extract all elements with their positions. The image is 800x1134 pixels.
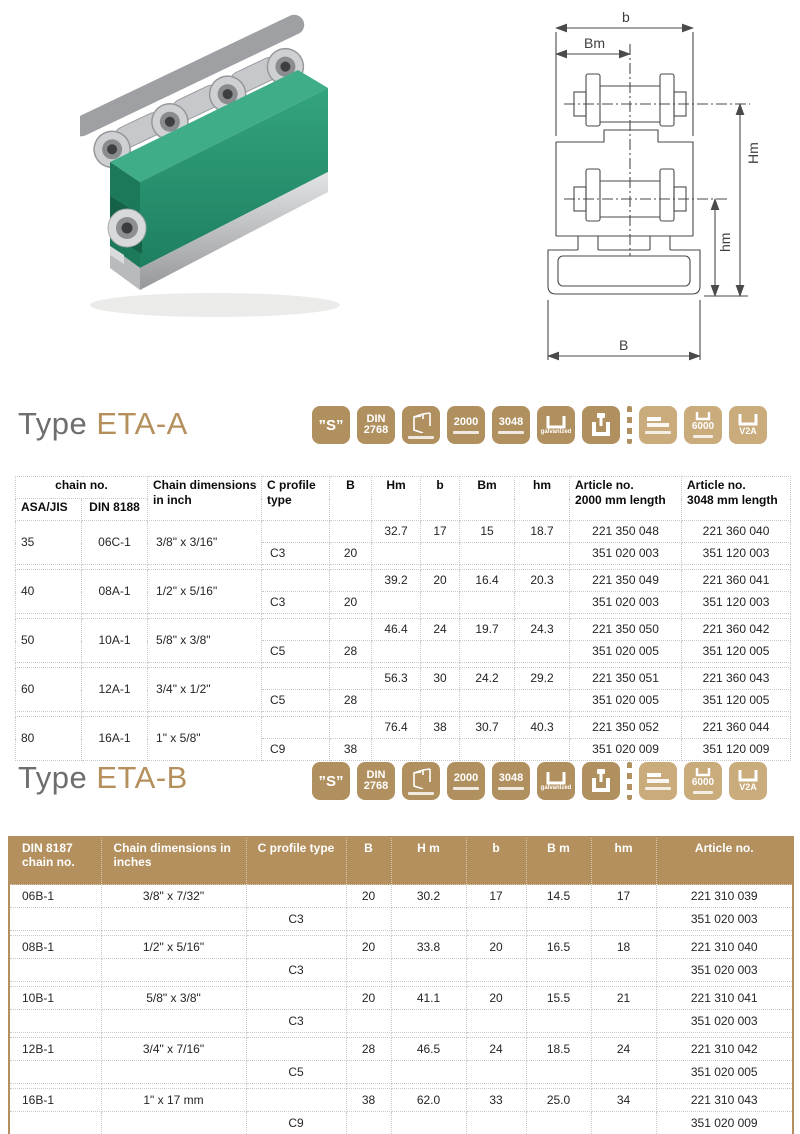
dim-label-bm: Bm <box>584 35 605 51</box>
eta-b-table <box>8 836 794 1134</box>
title-name: ETA-A <box>96 406 188 441</box>
cell-blank <box>9 1010 101 1033</box>
header-article-3048 <box>682 477 791 521</box>
cell-hm: 24.3 <box>515 619 570 641</box>
header-article-2000-sub: 2000 mm length <box>575 493 666 507</box>
cell-blank <box>421 690 460 712</box>
length-6000-icon: 6000 <box>684 762 722 800</box>
v2a-stainless-icon: V2A <box>729 762 767 800</box>
chain-guide-photo-illustration <box>80 0 360 330</box>
cell-hm: 18 <box>591 936 656 959</box>
cell-B: 28 <box>346 1038 391 1061</box>
cell-article-2000-cprofile: 351 020 005 <box>570 690 682 712</box>
cell-blank <box>246 1089 346 1112</box>
cell-b: 24 <box>421 619 460 641</box>
table-row <box>9 987 793 1010</box>
eta-a-table-wrapper <box>15 476 791 761</box>
title-name: ETA-B <box>96 760 188 795</box>
table-row <box>9 959 793 982</box>
header-chain-dimensions <box>101 837 246 885</box>
cell-article-3048-cprofile: 351 120 009 <box>682 739 791 761</box>
cell-blank <box>330 717 372 739</box>
length-3048-icon: 3048 <box>492 406 530 444</box>
icon-row-eta-b <box>312 762 798 800</box>
cell-chain-dimensions: 3/8" x 7/32" <box>101 885 246 908</box>
cell-hm: 20.3 <box>515 570 570 592</box>
header-chain-dimensions: Chain dimensions in inch <box>148 477 262 521</box>
cell-article-3048-cprofile: 351 120 005 <box>682 641 791 663</box>
cell-c-profile: C5 <box>262 641 330 663</box>
cell-article: 221 310 042 <box>656 1038 793 1061</box>
cell-article-3048-cprofile: 351 120 003 <box>682 543 791 565</box>
icon-group-divider <box>627 762 632 800</box>
cell-Bm: 25.0 <box>526 1089 591 1112</box>
cell-Bm: 24.2 <box>460 668 515 690</box>
cell-article: 221 310 039 <box>656 885 793 908</box>
cell-blank <box>466 1061 526 1084</box>
table-row <box>9 885 793 908</box>
cell-article-cprofile: 351 020 003 <box>656 959 793 982</box>
cell-Hm: 62.0 <box>391 1089 466 1112</box>
cell-Hm: 56.3 <box>372 668 421 690</box>
header-b: b <box>466 837 526 885</box>
length-3048-icon: 3048 <box>492 762 530 800</box>
s-quality-icon: ”S” <box>312 762 350 800</box>
cell-blank <box>421 641 460 663</box>
cell-article: 221 310 043 <box>656 1089 793 1112</box>
cell-article-2000: 221 350 052 <box>570 717 682 739</box>
cell-chain-dimensions: 1" x 5/8" <box>148 717 262 761</box>
din-2768-icon: DIN 2768 <box>357 406 395 444</box>
header-article-3048-sub: 3048 mm length <box>687 493 778 507</box>
cell-din-8187: 06B-1 <box>9 885 101 908</box>
cell-din-8188: 10A-1 <box>82 619 148 663</box>
v2a-stainless-icon: V2A <box>729 406 767 444</box>
table-row <box>9 1010 793 1033</box>
cell-article: 221 310 041 <box>656 987 793 1010</box>
cell-blank <box>526 1112 591 1134</box>
cell-blank <box>246 1038 346 1061</box>
cell-hm: 17 <box>591 885 656 908</box>
header-Hm: H m <box>391 837 466 885</box>
cell-B: 38 <box>346 1089 391 1112</box>
cell-article-cprofile: 351 020 003 <box>656 1010 793 1033</box>
cell-blank <box>101 1112 246 1134</box>
cell-c-profile: C3 <box>262 592 330 614</box>
profile-bars-icon <box>639 762 677 800</box>
dim-label-hm-cap: Hm <box>745 142 761 164</box>
mounting-clamp-icon <box>582 762 620 800</box>
cell-article-2000-cprofile: 351 020 003 <box>570 592 682 614</box>
cell-blank <box>460 641 515 663</box>
header-chain-no: chain no. <box>16 477 148 499</box>
cell-blank <box>460 543 515 565</box>
cell-B: 20 <box>346 936 391 959</box>
cell-blank <box>262 570 330 592</box>
cell-chain-dimensions: 5/8" x 3/8" <box>101 987 246 1010</box>
cell-blank <box>391 1061 466 1084</box>
cell-b: 20 <box>466 936 526 959</box>
cell-blank <box>515 690 570 712</box>
cell-blank <box>460 690 515 712</box>
dim-label-b-cap: B <box>619 337 629 353</box>
cell-blank <box>391 1112 466 1134</box>
cell-blank <box>515 739 570 761</box>
header-Bm: B m <box>526 837 591 885</box>
cell-article-2000: 221 350 049 <box>570 570 682 592</box>
cell-blank <box>466 959 526 982</box>
cell-blank <box>346 959 391 982</box>
cell-blank <box>330 521 372 543</box>
cell-hm: 34 <box>591 1089 656 1112</box>
cell-chain-dimensions: 1/2" x 5/16" <box>148 570 262 614</box>
cell-article-2000: 221 350 048 <box>570 521 682 543</box>
cell-blank <box>346 908 391 931</box>
title-prefix: Type <box>18 760 88 795</box>
cell-din-8188: 12A-1 <box>82 668 148 712</box>
cell-blank <box>9 959 101 982</box>
cell-c-profile: C3 <box>246 908 346 931</box>
cell-blank <box>101 1010 246 1033</box>
header-din-8187-line2: chain no. <box>22 855 75 869</box>
cell-blank <box>9 1061 101 1084</box>
cell-article-2000: 221 350 051 <box>570 668 682 690</box>
cell-article-2000: 221 350 050 <box>570 619 682 641</box>
table-row <box>16 521 791 543</box>
cell-c-profile: C3 <box>262 543 330 565</box>
cell-Bm: 15.5 <box>526 987 591 1010</box>
header-Bm: Bm <box>460 477 515 521</box>
cell-din-8187: 12B-1 <box>9 1038 101 1061</box>
header-c-profile-type: C profile type <box>246 837 346 885</box>
galvanized-icon: galvanized <box>537 762 575 800</box>
cell-article-3048: 221 360 043 <box>682 668 791 690</box>
property-icon-row <box>312 762 798 800</box>
cell-asa-jis: 35 <box>16 521 82 565</box>
title-prefix: Type <box>18 406 88 441</box>
header-c-profile-type: C profile type <box>262 477 330 521</box>
cell-article-2000-cprofile: 351 020 005 <box>570 641 682 663</box>
cell-Hm: 76.4 <box>372 717 421 739</box>
cell-blank <box>460 739 515 761</box>
cell-hm: 24 <box>591 1038 656 1061</box>
cell-din-8187: 16B-1 <box>9 1089 101 1112</box>
cell-Hm: 39.2 <box>372 570 421 592</box>
header-article: Article no. <box>656 837 793 885</box>
cell-blank <box>372 543 421 565</box>
cell-chain-dimensions: 1/2" x 5/16" <box>101 936 246 959</box>
cell-article-3048: 221 360 040 <box>682 521 791 543</box>
eta-a-table-body <box>16 521 791 761</box>
cell-blank <box>515 592 570 614</box>
table-row <box>9 908 793 931</box>
cell-blank <box>391 908 466 931</box>
cell-b: 33 <box>466 1089 526 1112</box>
cell-blank <box>591 959 656 982</box>
eta-a-table <box>15 476 791 761</box>
cell-blank <box>330 619 372 641</box>
cell-blank <box>262 521 330 543</box>
eta-b-table-body <box>9 885 793 1134</box>
cell-B: 28 <box>330 641 372 663</box>
section-title-eta-b <box>18 760 188 796</box>
cell-din-8188: 06C-1 <box>82 521 148 565</box>
header-hm: hm <box>591 837 656 885</box>
cell-Bm: 18.5 <box>526 1038 591 1061</box>
header-article-label: Article no. <box>687 478 746 492</box>
cell-blank <box>262 668 330 690</box>
cell-c-profile: C3 <box>246 959 346 982</box>
header-hm: hm <box>515 477 570 521</box>
cell-c-profile: C9 <box>262 739 330 761</box>
cell-blank <box>591 1112 656 1134</box>
cell-hm: 21 <box>591 987 656 1010</box>
header-B: B <box>346 837 391 885</box>
header-dims-line2: inches <box>113 855 152 869</box>
length-6000-icon: 6000 <box>684 406 722 444</box>
cell-chain-dimensions: 3/4" x 1/2" <box>148 668 262 712</box>
cell-b: 20 <box>466 987 526 1010</box>
table-row <box>16 619 791 641</box>
cell-blank <box>466 908 526 931</box>
header-din-8187-line1: DIN 8187 <box>22 841 73 855</box>
header-asa-jis: ASA/JIS <box>16 499 82 521</box>
cell-asa-jis: 60 <box>16 668 82 712</box>
cell-hm: 29.2 <box>515 668 570 690</box>
cell-blank <box>330 668 372 690</box>
cell-B: 20 <box>346 885 391 908</box>
s-quality-icon: ”S” <box>312 406 350 444</box>
cell-blank <box>372 592 421 614</box>
cell-Bm: 16.4 <box>460 570 515 592</box>
cell-asa-jis: 40 <box>16 570 82 614</box>
cell-asa-jis: 50 <box>16 619 82 663</box>
header-Hm: Hm <box>372 477 421 521</box>
cell-b: 30 <box>421 668 460 690</box>
cell-din-8187: 10B-1 <box>9 987 101 1010</box>
cell-blank <box>262 717 330 739</box>
cell-Hm: 33.8 <box>391 936 466 959</box>
header-din-8187 <box>9 837 101 885</box>
table-row <box>16 570 791 592</box>
cell-blank <box>591 1061 656 1084</box>
table-row <box>9 1038 793 1061</box>
cell-blank <box>101 908 246 931</box>
cell-article-cprofile: 351 020 003 <box>656 908 793 931</box>
cell-B: 20 <box>330 543 372 565</box>
cell-blank <box>515 543 570 565</box>
cell-b: 24 <box>466 1038 526 1061</box>
cell-blank <box>372 739 421 761</box>
cell-blank <box>101 1061 246 1084</box>
cell-blank <box>421 543 460 565</box>
cell-article-2000-cprofile: 351 020 003 <box>570 543 682 565</box>
cell-blank <box>391 959 466 982</box>
dim-label-hm: hm <box>717 232 733 252</box>
cell-Hm: 46.4 <box>372 619 421 641</box>
cell-blank <box>591 1010 656 1033</box>
cell-b: 38 <box>421 717 460 739</box>
icon-group-divider <box>627 406 632 444</box>
table-row <box>9 1061 793 1084</box>
header-article-label: Article no. <box>575 478 634 492</box>
header-dims-line1: Chain dimensions in <box>113 841 231 855</box>
table-row <box>16 717 791 739</box>
cell-blank <box>526 908 591 931</box>
cell-blank <box>515 641 570 663</box>
cell-blank <box>346 1061 391 1084</box>
cell-b: 17 <box>421 521 460 543</box>
cell-Bm: 14.5 <box>526 885 591 908</box>
cell-article: 221 310 040 <box>656 936 793 959</box>
cell-blank <box>526 1061 591 1084</box>
property-icon-row <box>312 406 798 444</box>
table-row <box>9 1089 793 1112</box>
table-row <box>9 1112 793 1134</box>
cell-din-8188: 08A-1 <box>82 570 148 614</box>
cell-blank <box>9 1112 101 1134</box>
mounting-clamp-icon <box>582 406 620 444</box>
cross-section-drawing <box>478 4 800 376</box>
cell-article-3048-cprofile: 351 120 005 <box>682 690 791 712</box>
profile-bars-icon <box>639 406 677 444</box>
header-b: b <box>421 477 460 521</box>
length-2000-icon: 2000 <box>447 762 485 800</box>
cell-blank <box>330 570 372 592</box>
cell-chain-dimensions: 3/8" x 3/16" <box>148 521 262 565</box>
cell-blank <box>246 885 346 908</box>
c-profile-icon <box>402 406 440 444</box>
cell-Bm: 30.7 <box>460 717 515 739</box>
din-2768-icon: DIN 2768 <box>357 762 395 800</box>
cell-blank <box>391 1010 466 1033</box>
cell-asa-jis: 80 <box>16 717 82 761</box>
cell-blank <box>346 1112 391 1134</box>
cell-B: 28 <box>330 690 372 712</box>
cell-blank <box>246 936 346 959</box>
cell-blank <box>591 908 656 931</box>
cell-blank <box>346 1010 391 1033</box>
length-2000-icon: 2000 <box>447 406 485 444</box>
cell-blank <box>372 690 421 712</box>
table-row <box>9 936 793 959</box>
cell-blank <box>526 1010 591 1033</box>
table-row <box>16 668 791 690</box>
cell-chain-dimensions: 3/4" x 7/16" <box>101 1038 246 1061</box>
cell-blank <box>421 592 460 614</box>
cell-b: 17 <box>466 885 526 908</box>
cell-blank <box>9 908 101 931</box>
cell-chain-dimensions: 5/8" x 3/8" <box>148 619 262 663</box>
cell-blank <box>372 641 421 663</box>
cell-hm: 18.7 <box>515 521 570 543</box>
cell-chain-dimensions: 1" x 17 mm <box>101 1089 246 1112</box>
cell-b: 20 <box>421 570 460 592</box>
cell-blank <box>101 959 246 982</box>
section-title-eta-a <box>18 406 188 442</box>
eta-b-table-wrapper <box>8 836 794 1134</box>
cell-Hm: 46.5 <box>391 1038 466 1061</box>
cell-blank <box>421 739 460 761</box>
cell-blank <box>466 1112 526 1134</box>
cell-blank <box>466 1010 526 1033</box>
cell-article-3048-cprofile: 351 120 003 <box>682 592 791 614</box>
cell-c-profile: C9 <box>246 1112 346 1134</box>
cell-blank <box>526 959 591 982</box>
header-article-2000 <box>570 477 682 521</box>
header-B: B <box>330 477 372 521</box>
cell-blank <box>262 619 330 641</box>
cell-c-profile: C5 <box>246 1061 346 1084</box>
cell-c-profile: C3 <box>246 1010 346 1033</box>
cell-article-cprofile: 351 020 005 <box>656 1061 793 1084</box>
cell-blank <box>460 592 515 614</box>
icon-row-eta-a <box>312 406 798 444</box>
cell-Bm: 16.5 <box>526 936 591 959</box>
cell-B: 20 <box>330 592 372 614</box>
cell-article-3048: 221 360 042 <box>682 619 791 641</box>
cell-B: 20 <box>346 987 391 1010</box>
cell-B: 38 <box>330 739 372 761</box>
cell-article-2000-cprofile: 351 020 009 <box>570 739 682 761</box>
cell-blank <box>246 987 346 1010</box>
cell-hm: 40.3 <box>515 717 570 739</box>
cell-c-profile: C5 <box>262 690 330 712</box>
header-din-8188: DIN 8188 <box>82 499 148 521</box>
cell-article-3048: 221 360 041 <box>682 570 791 592</box>
dimension-diagram <box>478 4 800 376</box>
cell-din-8187: 08B-1 <box>9 936 101 959</box>
cell-article-cprofile: 351 020 009 <box>656 1112 793 1134</box>
cell-Bm: 15 <box>460 521 515 543</box>
cell-din-8188: 16A-1 <box>82 717 148 761</box>
cell-Hm: 30.2 <box>391 885 466 908</box>
c-profile-icon <box>402 762 440 800</box>
cell-article-3048: 221 360 044 <box>682 717 791 739</box>
cell-Bm: 19.7 <box>460 619 515 641</box>
galvanized-icon: galvanized <box>537 406 575 444</box>
dim-label-b: b <box>622 9 630 25</box>
cell-Hm: 41.1 <box>391 987 466 1010</box>
product-photo-chain-guide <box>80 0 360 330</box>
cell-Hm: 32.7 <box>372 521 421 543</box>
